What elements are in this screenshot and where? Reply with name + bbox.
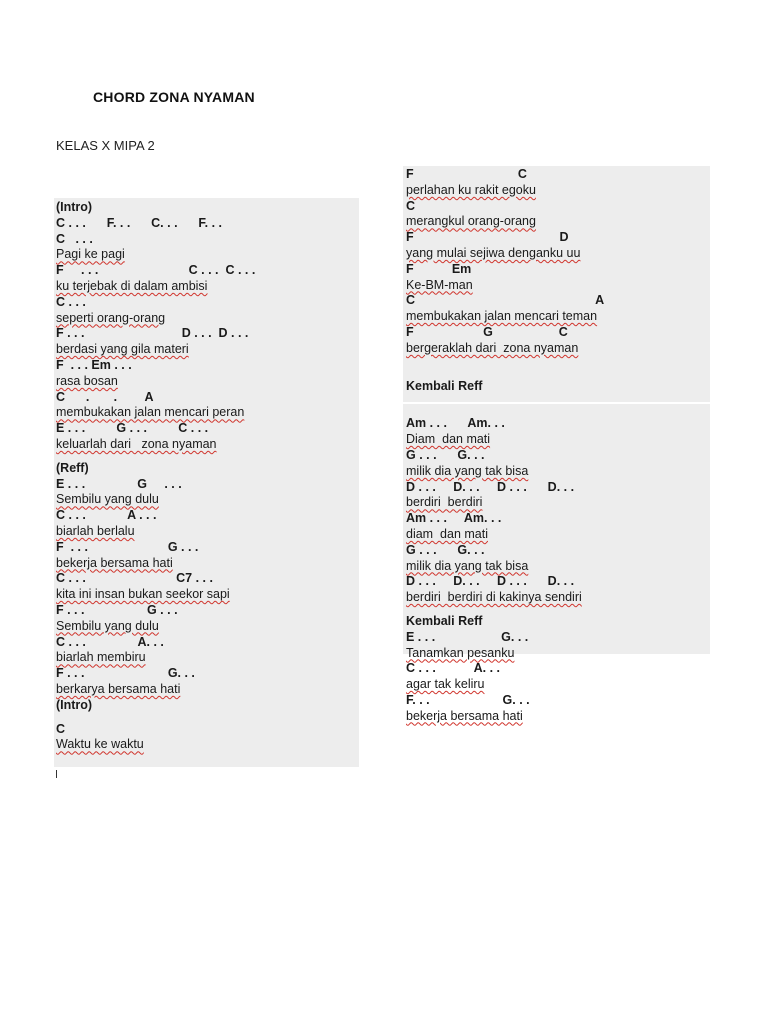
chord-line: F . . . D . . . D . . . (56, 326, 249, 341)
lyric-line: milik dia yang tak bisa (406, 558, 529, 573)
lyric-line: Waktu ke waktu (56, 737, 144, 752)
lyric-line: bekerja bersama hati (406, 708, 523, 723)
chord-line: F . . . G. . . (56, 666, 195, 681)
chord-line: C . . . A . . . (56, 508, 157, 523)
lyric-line: bergeraklah dari zona nyaman (406, 340, 579, 355)
lyric-line: membukakan jalan mencari teman (406, 309, 598, 324)
chord-line: E . . . G . . . (56, 476, 182, 491)
lyric-line: bekerja bersama hati (56, 555, 173, 570)
section-header: Kembali Reff (406, 613, 483, 628)
lyric-line: milik dia yang tak bisa (406, 463, 529, 478)
chord-line: E . . . G. . . (406, 629, 529, 644)
section-header: (Reff) (56, 460, 89, 475)
chord-line: F G C (406, 324, 568, 339)
chord-line: G . . . G. . . (406, 447, 485, 462)
chord-line: F Em (406, 261, 472, 276)
lyric-line: agar tak keliru (406, 677, 485, 692)
chord-line: E . . . G . . . C . . . (56, 421, 209, 436)
lyric-line: biarlah berlalu (56, 523, 135, 538)
spacer (56, 714, 356, 722)
lyric-line: berdiri berdiri (406, 495, 483, 510)
chord-line: C . . . (56, 231, 93, 246)
chord-line: C . . . A. . . (56, 634, 164, 649)
lyric-line: Ke-BM-man (406, 277, 473, 292)
chord-line: D . . . D. . . D . . . D. . . (406, 574, 575, 589)
spacer (406, 606, 706, 614)
lyric-line: perlahan ku rakit egoku (406, 182, 536, 197)
lyric-line: membukakan jalan mencari peran (56, 405, 245, 420)
chord-line: F . . . G . . . (56, 539, 199, 554)
lyric-line: Tanamkan pesanku (406, 645, 515, 660)
document-title: CHORD ZONA NYAMAN (93, 89, 255, 105)
lyric-line: rasa bosan (56, 373, 118, 388)
lyric-line: Pagi ke pagi (56, 247, 125, 262)
chord-line: F. . . G. . . (406, 692, 530, 707)
chord-line: D . . . D. . . D . . . D. . . (406, 479, 575, 494)
chord-line: C . . A (56, 389, 154, 404)
chord-line: F . . . C . . . C . . . (56, 263, 256, 278)
lyric-line: berkarya bersama hati (56, 681, 181, 696)
chord-line: C (406, 198, 416, 213)
chord-line: C . . . (56, 294, 86, 309)
left-column (56, 200, 356, 753)
chord-line: F C (406, 167, 527, 181)
chord-line: G . . . G. . . (406, 542, 485, 557)
right-column (406, 167, 706, 725)
lyric-line: biarlah membiru (56, 650, 146, 665)
chord-line: F . . . G . . . (56, 602, 178, 617)
lyric-line: diam dan mati (406, 526, 488, 541)
chord-line: F . . . Em . . . (56, 357, 132, 372)
chord-line: C (56, 721, 66, 736)
lyric-line: yang mulai sejiwa denganku uu (406, 245, 581, 260)
lyric-line: Diam dan mati (406, 432, 491, 447)
lyric-line: berdasi yang gila materi (56, 342, 189, 357)
chord-line: C . . . A. . . (406, 661, 500, 676)
spacer (406, 394, 706, 416)
lyric-line: Sembilu yang dulu (56, 618, 159, 633)
cursor-mark (56, 770, 57, 778)
spacer (56, 453, 356, 461)
chord-line: C . . . F. . . C. . . F. . . (56, 215, 222, 230)
lyric-line: merangkul orang-orang (406, 214, 536, 229)
chord-line: C A (406, 293, 605, 308)
lyric-line: berdiri berdiri di kakinya sendiri (406, 590, 582, 605)
chord-line: F D (406, 230, 569, 245)
spacer (406, 357, 706, 379)
chord-line: Am . . . Am. . . (406, 416, 505, 431)
chord-line: Am . . . Am. . . (406, 511, 502, 526)
section-header: (Intro) (56, 200, 93, 214)
class-label: KELAS X MIPA 2 (56, 138, 155, 153)
lyric-line: ku terjebak di dalam ambisi (56, 278, 208, 293)
section-header: Kembali Reff (406, 378, 483, 393)
lyric-line: keluarlah dari zona nyaman (56, 436, 217, 451)
lyric-line: kita ini insan bukan seekor sapi (56, 587, 230, 602)
chord-line: C . . . C7 . . . (56, 571, 213, 586)
lyric-line: seperti orang-orang (56, 310, 166, 325)
lyric-line: Sembilu yang dulu (56, 492, 159, 507)
section-header: (Intro) (56, 697, 93, 712)
